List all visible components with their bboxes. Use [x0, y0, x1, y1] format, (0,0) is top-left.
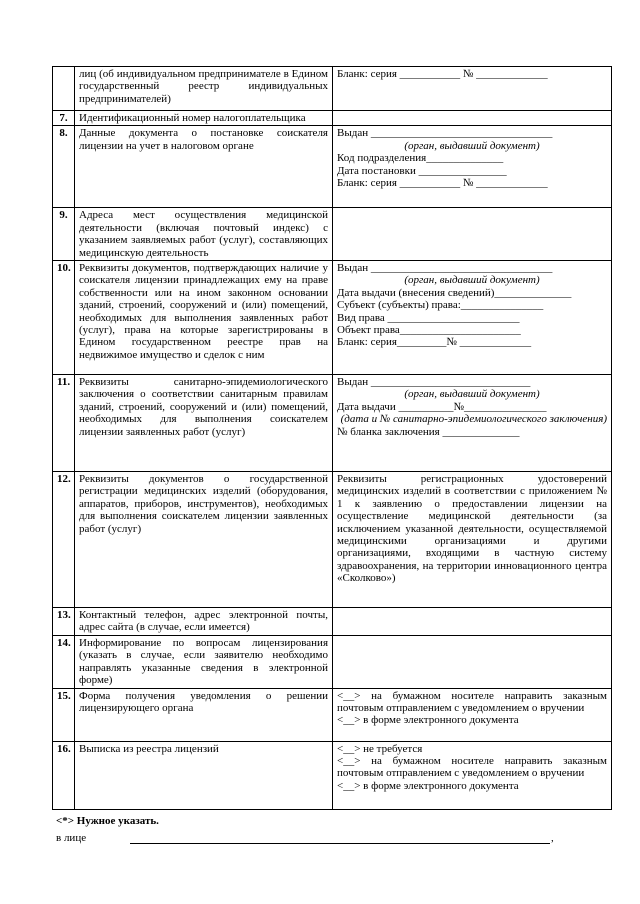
blank-series-field: Бланк: серия ___________ № _____________: [337, 177, 548, 190]
table-row: [53, 688, 612, 741]
table-row: [53, 67, 612, 111]
field-hint: (орган, выдавший документ): [404, 274, 540, 287]
license-application-table: [52, 66, 612, 810]
footnote: <*> Нужное указать.: [56, 815, 159, 827]
contact-field[interactable]: [333, 608, 612, 636]
table-row: [53, 741, 612, 809]
object-of-right-field: Объект права______________________: [337, 324, 521, 337]
table-row: [53, 636, 612, 689]
table-row: [53, 111, 612, 126]
row-number: 9.: [53, 208, 75, 261]
table-row: [53, 261, 612, 375]
row-number: 15.: [53, 688, 75, 741]
row-description: Реквизиты документов о государственной регистрации медицинских изделий (оборудования, аппаратов, приборов, инструментов), необходимых для выполнения соискателем лицензии заявленных работ (услуг): [75, 472, 333, 608]
table-row: [53, 126, 612, 208]
table-row: [53, 375, 612, 472]
row-description: Контактный телефон, адрес электронной почты, адрес сайта (в случае, если имеется): [75, 608, 333, 636]
table-row: [53, 608, 612, 636]
subject-of-right-field: Субъект (субъекты) права:_______________: [337, 299, 544, 312]
issued-by-field: Выдан _____________________________: [337, 376, 531, 389]
informing-field[interactable]: [333, 636, 612, 689]
addresses-field[interactable]: [333, 208, 612, 261]
row-number: 13.: [53, 608, 75, 636]
type-of-right-field: Вид права ________________________: [337, 311, 520, 324]
row-value: [333, 741, 612, 809]
row-number: 8.: [53, 126, 75, 208]
row-value: [333, 688, 612, 741]
row-description: Реквизиты документов, подтверждающих наличие у соискателя лицензии принадлежащих ему на праве собственности или на ином законном основании зданий, строений, сооружений и (или) помещений, необходимых для выполнения заявленных работ (услуг), права на которые зарегистрированы в Едином государственном реестре прав на недвижимое имущество и сделок с ним: [75, 261, 333, 375]
row-value: [333, 472, 612, 608]
conclusion-number-field: № бланка заключения ______________: [337, 425, 520, 438]
paper-notice-option[interactable]: <__> на бумажном носителе направить заказным почтовым отправлением с уведомлением о вручении: [337, 689, 607, 715]
row-number: 16.: [53, 741, 75, 809]
electronic-extract-option[interactable]: <__> в форме электронного документа: [337, 779, 519, 792]
row-number: [53, 67, 75, 111]
inn-field[interactable]: [333, 111, 612, 126]
blank-series-field: Бланк: серия ___________ № _____________: [337, 68, 548, 80]
blank-series-field: Бланк: серия_________№ _____________: [337, 336, 532, 349]
field-hint: (орган, выдавший документ): [404, 388, 540, 401]
issued-by-field: Выдан _________________________________: [337, 262, 553, 275]
field-hint: (дата и № санитарно-эпидемиологического заключения): [340, 413, 607, 426]
issue-date-field: Дата выдачи (внесения сведений)______________: [337, 286, 572, 299]
field-hint: (орган, выдавший документ): [404, 139, 540, 152]
row-number: 7.: [53, 111, 75, 126]
row-description: лиц (об индивидуальном предпринимателе в Едином государственный реестр индивидуальных предпринимателей): [75, 67, 333, 111]
row-value[interactable]: [333, 126, 612, 208]
row-number: 12.: [53, 472, 75, 608]
issued-by-field: Выдан _________________________________: [337, 127, 553, 140]
row-description: Идентификационный номер налогоплательщика: [75, 111, 333, 126]
row-description: Данные документа о постановке соискателя лицензии на учет в налоговом органе: [75, 126, 333, 208]
table-row: [53, 208, 612, 261]
registration-certificates-note: Реквизиты регистрационных удостоверений медицинских изделий в соответствии с приложением № 1 к заявлению о предоставлении лицензии на осуществление медицинской деятельности (за исключением указанной деятельности, осуществляемой медицинскими организациями и другими организациями, входящими в частную систему здравоохранения, на территории инновационного центра «Сколково»): [337, 473, 607, 585]
issue-date-field: Дата выдачи __________№_______________: [337, 400, 547, 413]
row-description: Адреса мест осуществления медицинской деятельности (включая почтовый индекс) с указанием заявляемых работ (услуг), составляющих медицинскую деятельность: [75, 208, 333, 261]
electronic-notice-option[interactable]: <__> в форме электронного документа: [337, 714, 519, 727]
in-face-comma: ,: [551, 832, 554, 844]
department-code-field: Код подразделения______________: [337, 152, 504, 165]
row-value[interactable]: [333, 67, 612, 111]
table-row: [53, 472, 612, 608]
registration-date-field: Дата постановки ________________: [337, 164, 507, 177]
row-value[interactable]: [333, 375, 612, 472]
not-required-option[interactable]: <__> не требуется: [337, 742, 423, 755]
row-description: Реквизиты санитарно-эпидемиологического заключения о соответствии санитарным правилам зданий, строений, сооружений и (или) помещений, необходимых для выполнения соискателем лицензии заявленных работ (услуг): [75, 375, 333, 472]
row-value[interactable]: [333, 261, 612, 375]
in-face-label: в лице: [56, 832, 87, 844]
row-number: 10.: [53, 261, 75, 375]
row-description: Информирование по вопросам лицензирования (указать в случае, если заявителю необходимо направлять указанные сведения в электронной форме): [75, 636, 333, 689]
row-description: Форма получения уведомления о решении лицензирующего органа: [75, 688, 333, 741]
row-description: Выписка из реестра лицензий: [75, 741, 333, 809]
paper-extract-option[interactable]: <__> на бумажном носителе направить заказным почтовым отправлением с уведомлением о вручении: [337, 755, 607, 780]
in-face-field[interactable]: [130, 843, 550, 844]
row-number: 14.: [53, 636, 75, 689]
row-number: 11.: [53, 375, 75, 472]
